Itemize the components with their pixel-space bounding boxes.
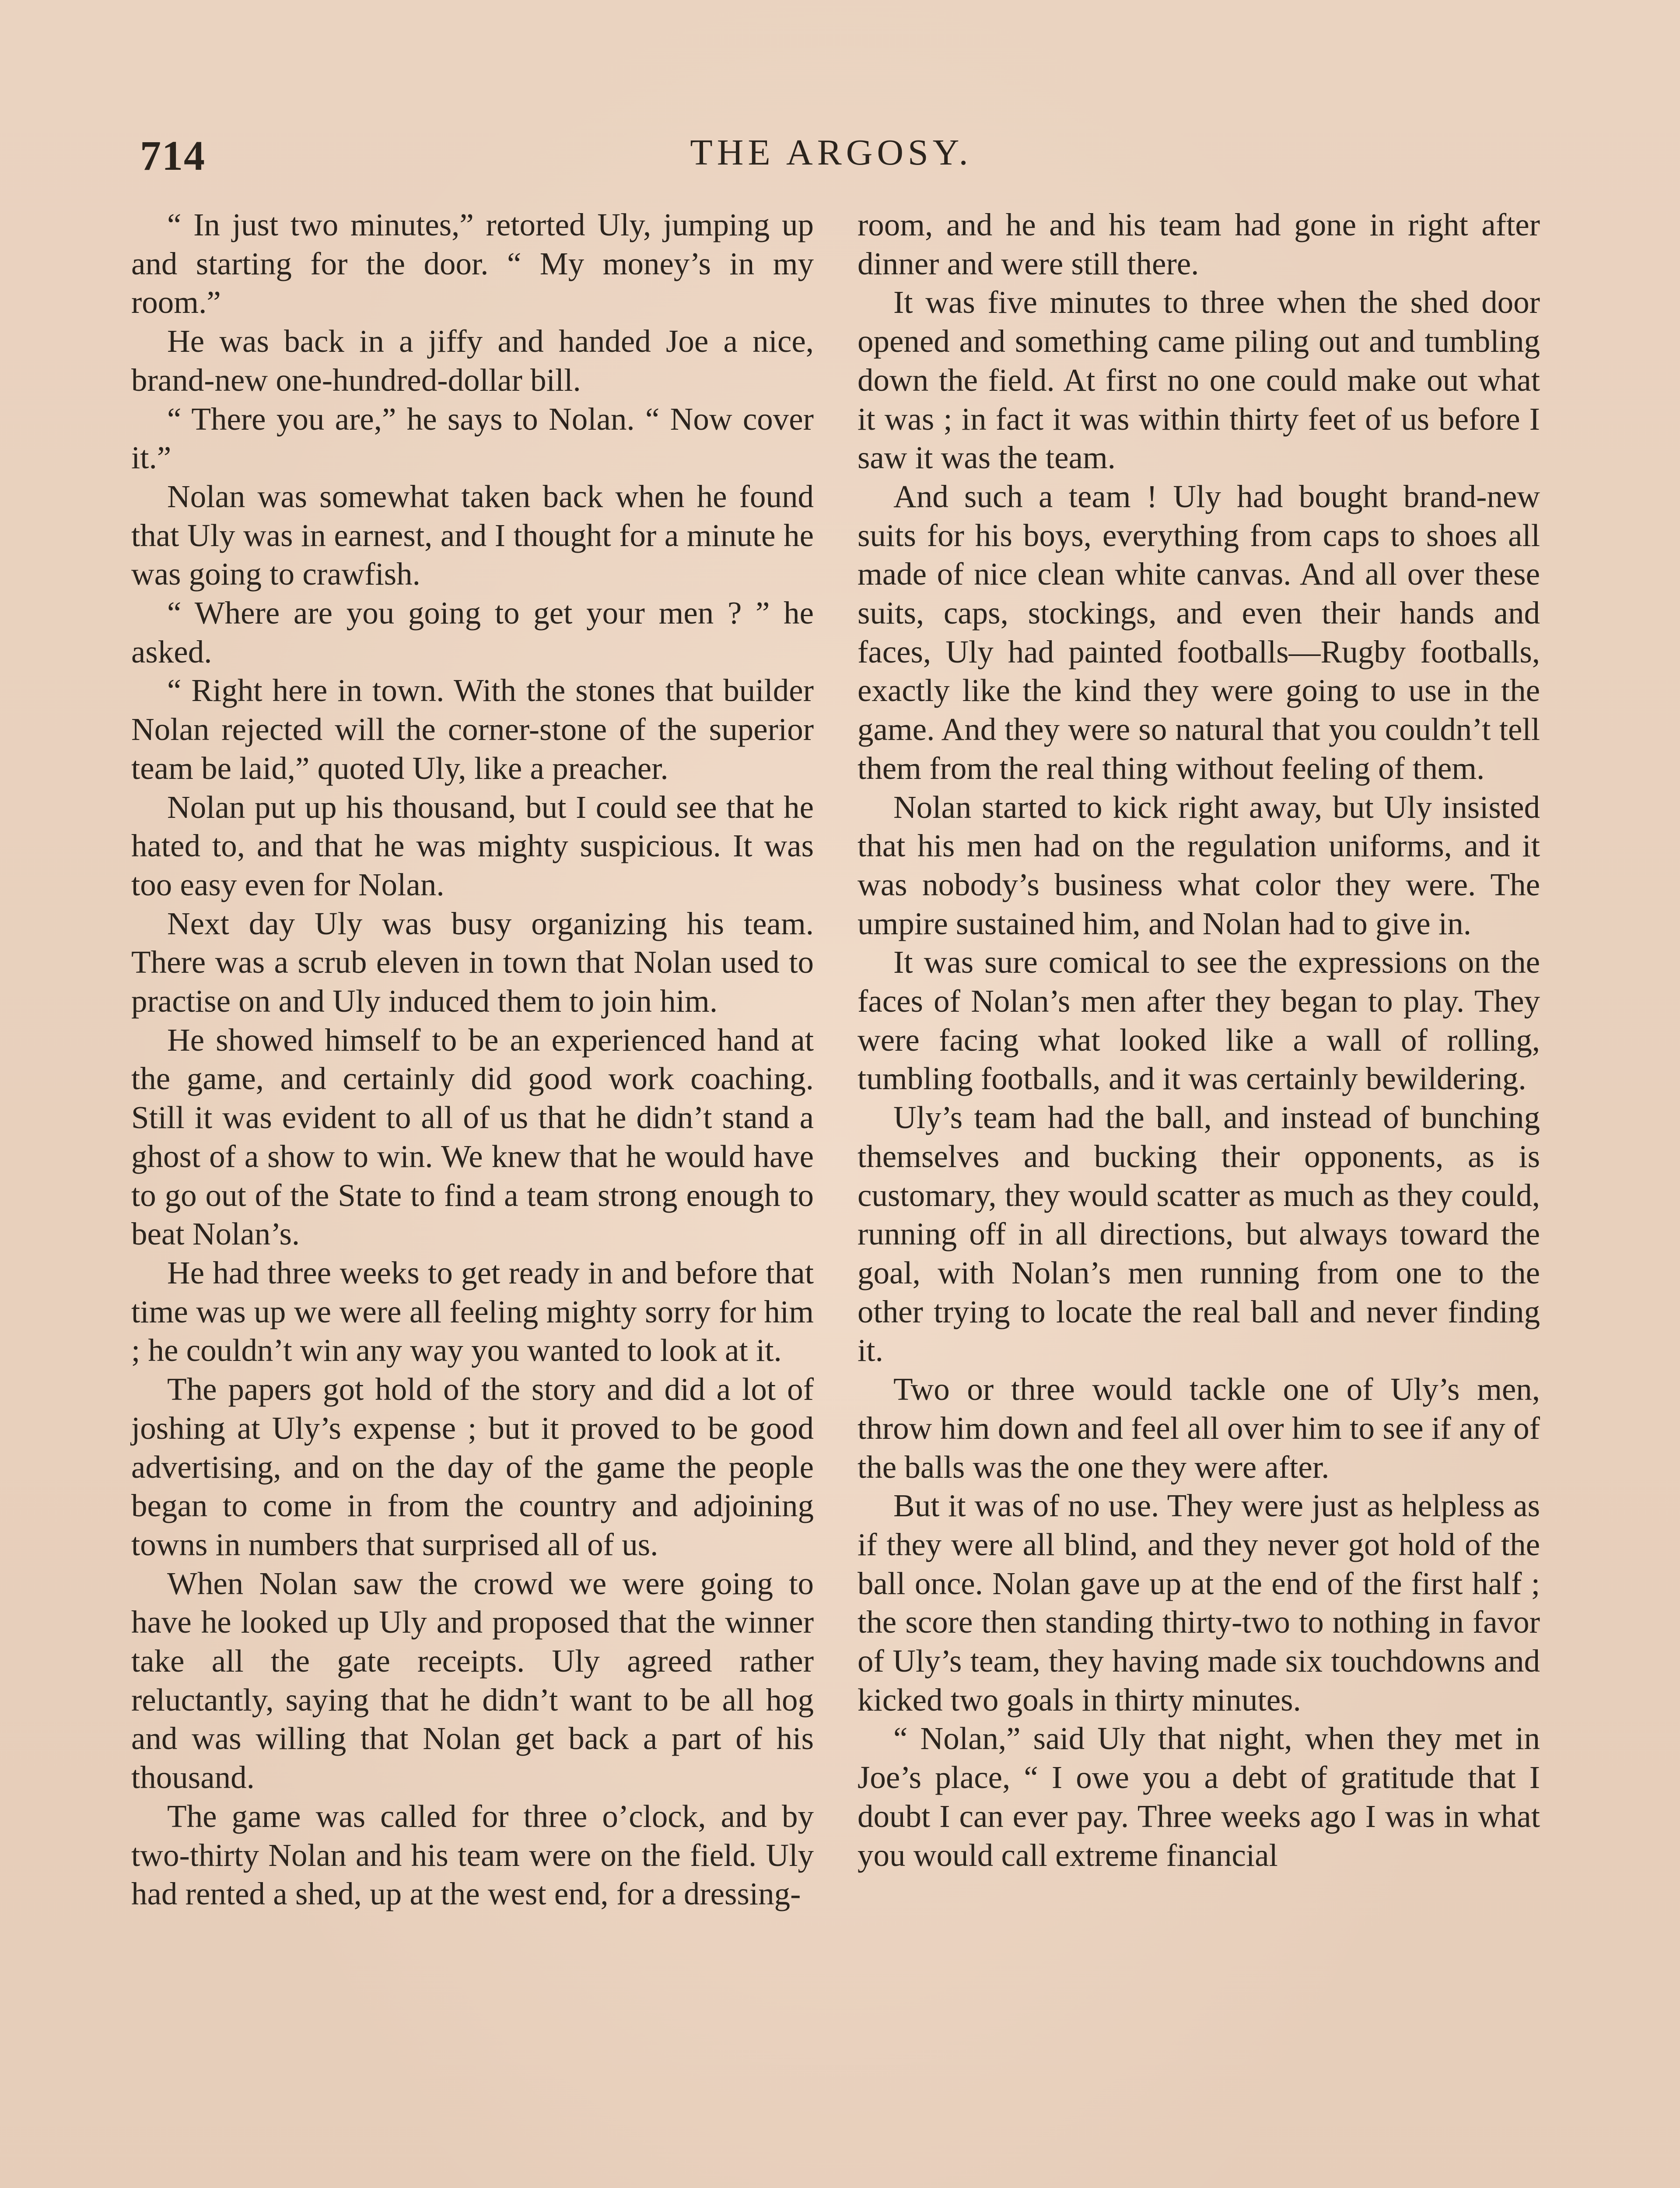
paragraph: “ Right here in town. With the stones that builder Nolan rejected will the corner-stone of the superior team be laid,” quoted Uly, like a preacher. bbox=[131, 673, 814, 786]
text-columns bbox=[131, 206, 1540, 1914]
paragraph: “ There you are,” he says to Nolan. “ Now cover it.” bbox=[131, 401, 814, 476]
paragraph-continued: room, and he and his team had gone in right after dinner and were still there. bbox=[858, 207, 1540, 281]
paragraph: He had three weeks to get ready in and before that time was up we were all feeling mighty sorry for him ; he couldn’t win any way you wanted to look at it. bbox=[131, 1255, 814, 1368]
paragraph: When Nolan saw the crowd we were going to have he looked up Uly and proposed that the winner take all the gate receipts. Uly agreed rather reluctantly, saying that he didn’t want to be all hog and was willing that Nolan get back a part of his thousand. bbox=[131, 1565, 814, 1795]
paragraph: “ In just two minutes,” retorted Uly, jumping up and starting for the door. “ My money’s in my room.” bbox=[131, 207, 814, 320]
page-number: 714 bbox=[140, 132, 206, 179]
paragraph: “ Nolan,” said Uly that night, when they met in Joe’s place, “ I owe you a debt of gratitude that I doubt I can ever pay. Three weeks ago I was in what you would call extreme financial bbox=[858, 1721, 1540, 1873]
paragraph: And such a team ! Uly had bought brand-new suits for his boys, everything from caps to shoes all made of nice clean white canvas. And all over these suits, caps, stockings, and even their hands and faces, Uly had painted footballs—Rugby footballs, exactly like the kind they were going to use in the game. And they were so natural that you couldn’t tell them from the real thing without feeling of them. bbox=[858, 478, 1540, 786]
paragraph: The papers got hold of the story and did a lot of joshing at Uly’s expense ; but it proved to be good advertising, and on the day of the game the people began to come in from the country and adjoining towns in numbers that surprised all of us. bbox=[131, 1371, 814, 1562]
paragraph: Next day Uly was busy organizing his team. There was a scrub eleven in town that Nolan used to practise on and Uly induced them to join him. bbox=[131, 905, 814, 1019]
paragraph: Nolan was somewhat taken back when he found that Uly was in earnest, and I thought for a minute he was going to crawfish. bbox=[131, 478, 814, 592]
paragraph: Nolan put up his thousand, but I could see that he hated to, and that he was mighty suspicious. It was too easy even for Nolan. bbox=[131, 789, 814, 902]
paragraph: He showed himself to be an experienced hand at the game, and certainly did good work coaching. Still it was evident to all of us that he didn’t stand a ghost of a show to win. We knew that he would have to go out of the State to find a team strong enough to beat Nolan’s. bbox=[131, 1022, 814, 1252]
paragraph: It was sure comical to see the expressions on the faces of Nolan’s men after they began to play. They were facing what looked like a wall of rolling, tumbling footballs, and it was certainly bewildering. bbox=[858, 944, 1540, 1097]
paragraph: He was back in a jiffy and handed Joe a nice, brand-new one-hundred-dollar bill. bbox=[131, 323, 814, 398]
paragraph: It was five minutes to three when the shed door opened and something came piling out and tumbling down the field. At first no one could make out what it was ; in fact it was within thirty feet of us before I saw it was the team. bbox=[858, 284, 1540, 476]
paragraph: Two or three would tackle one of Uly’s men, throw him down and feel all over him to see if any of the balls was the one they were after. bbox=[858, 1371, 1540, 1485]
paragraph: But it was of no use. They were just as helpless as if they were all blind, and they never got hold of the ball once. Nolan gave up at the end of the first half ; the score then standing thirty-two to nothing in favor of Uly’s team, they having made six touchdowns and kicked two goals in thirty minutes. bbox=[858, 1488, 1540, 1718]
paragraph: Nolan started to kick right away, but Uly insisted that his men had on the regulation uniforms, and it was nobody’s business what color they were. The umpire sustained him, and Nolan had to give in. bbox=[858, 789, 1540, 941]
right-column bbox=[858, 206, 1540, 1914]
page-header bbox=[131, 131, 1531, 188]
paragraph: The game was called for three o’clock, and by two-thirty Nolan and his team were on the field. Uly had rented a shed, up at the west end, for a dressing- bbox=[131, 1798, 814, 1912]
paragraph: Uly’s team had the ball, and instead of bunching themselves and bucking their opponents, as is customary, they would scatter as much as they could, running off in all directions, but always toward the goal, with Nolan’s men running from one to the other trying to locate the real ball and never finding it. bbox=[858, 1100, 1540, 1368]
left-column bbox=[131, 206, 814, 1914]
running-title: THE ARGOSY. bbox=[690, 132, 973, 173]
paragraph: “ Where are you going to get your men ? ” he asked. bbox=[131, 595, 814, 670]
